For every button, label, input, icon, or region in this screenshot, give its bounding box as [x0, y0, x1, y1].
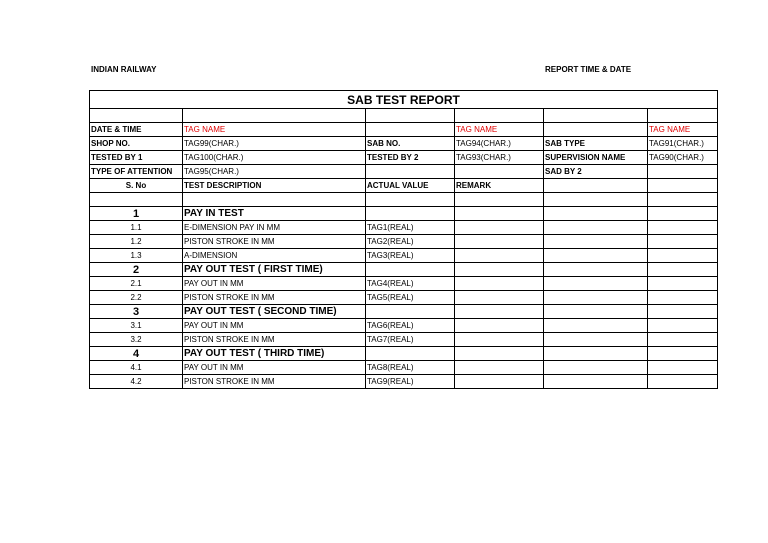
info-row [90, 165, 718, 179]
empty-cell [455, 263, 544, 277]
item-sno: 1.2 [90, 235, 183, 249]
empty-cell [544, 263, 648, 277]
empty-cell [544, 221, 648, 235]
empty-cell [648, 361, 718, 375]
empty-cell [648, 249, 718, 263]
empty-cell [648, 221, 718, 235]
table-row [90, 235, 718, 249]
info-label [366, 123, 455, 137]
item-sno: 3.2 [90, 333, 183, 347]
empty-cell [366, 263, 455, 277]
item-description: A-DIMENSION [183, 249, 366, 263]
info-value: TAG94(CHAR.) [455, 137, 544, 151]
info-value: TAG100(CHAR.) [183, 151, 366, 165]
report-time-date-label: REPORT TIME & DATE [545, 65, 632, 74]
empty-cell [544, 347, 648, 361]
item-sno: 2.2 [90, 291, 183, 305]
column-header-row [90, 179, 718, 193]
info-label: TYPE OF ATTENTION [90, 165, 183, 179]
empty-cell [544, 291, 648, 305]
info-label: TESTED BY 1 [90, 151, 183, 165]
item-description: PISTON STROKE IN MM [183, 333, 366, 347]
empty-cell [648, 193, 718, 207]
item-remark [455, 277, 544, 291]
empty-cell [648, 263, 718, 277]
section-name: PAY IN TEST [183, 207, 366, 221]
item-actual-value: TAG3(REAL) [366, 249, 455, 263]
item-description: E-DIMENSION PAY IN MM [183, 221, 366, 235]
empty-cell [90, 193, 183, 207]
info-value: TAG NAME [183, 123, 366, 137]
info-label: SAB NO. [366, 137, 455, 151]
empty-cell [544, 319, 648, 333]
item-description: PAY OUT IN MM [183, 277, 366, 291]
empty-cell [366, 193, 455, 207]
info-label [366, 165, 455, 179]
table-row [90, 375, 718, 389]
empty-cell [648, 291, 718, 305]
item-sno: 3.1 [90, 319, 183, 333]
item-description: PISTON STROKE IN MM [183, 291, 366, 305]
empty-cell [544, 305, 648, 319]
empty-cell [544, 179, 648, 193]
info-label: SUPERVISION NAME [544, 151, 648, 165]
info-value [648, 165, 718, 179]
info-row [90, 137, 718, 151]
table-row [90, 361, 718, 375]
section-header-row [90, 347, 718, 361]
item-remark [455, 319, 544, 333]
item-remark [455, 221, 544, 235]
empty-cell [648, 375, 718, 389]
item-sno: 1.3 [90, 249, 183, 263]
empty-cell [648, 333, 718, 347]
info-value: TAG NAME [455, 123, 544, 137]
empty-cell [366, 305, 455, 319]
item-actual-value: TAG8(REAL) [366, 361, 455, 375]
info-label: SAB TYPE [544, 137, 648, 151]
info-value: TAG99(CHAR.) [183, 137, 366, 151]
info-label: SHOP NO. [90, 137, 183, 151]
empty-cell [544, 235, 648, 249]
item-actual-value: TAG5(REAL) [366, 291, 455, 305]
section-name: PAY OUT TEST ( THIRD TIME) [183, 347, 366, 361]
info-row [90, 151, 718, 165]
empty-cell [455, 347, 544, 361]
empty-cell [648, 305, 718, 319]
table-row [90, 249, 718, 263]
empty-cell [648, 179, 718, 193]
item-description: PISTON STROKE IN MM [183, 375, 366, 389]
item-remark [455, 375, 544, 389]
info-value: TAG95(CHAR.) [183, 165, 366, 179]
empty-cell [544, 333, 648, 347]
spacer-row [90, 109, 718, 123]
info-label: DATE & TIME [90, 123, 183, 137]
empty-cell [544, 193, 648, 207]
info-value: TAG90(CHAR.) [648, 151, 718, 165]
info-label: TESTED BY 2 [366, 151, 455, 165]
empty-cell [544, 361, 648, 375]
section-number: 4 [90, 347, 183, 361]
empty-cell [455, 207, 544, 221]
section-number: 2 [90, 263, 183, 277]
empty-cell [366, 207, 455, 221]
col-header-description: TEST DESCRIPTION [183, 179, 366, 193]
empty-cell [544, 277, 648, 291]
empty-cell [455, 193, 544, 207]
org-name: INDIAN RAILWAY [91, 65, 157, 74]
section-name: PAY OUT TEST ( FIRST TIME) [183, 263, 366, 277]
empty-cell [544, 207, 648, 221]
info-value: TAG NAME [648, 123, 718, 137]
table-row [90, 291, 718, 305]
empty-cell [544, 375, 648, 389]
table-row [90, 319, 718, 333]
item-remark [455, 249, 544, 263]
table-row [90, 333, 718, 347]
item-sno: 1.1 [90, 221, 183, 235]
empty-cell [544, 249, 648, 263]
sab-test-report-table [89, 90, 718, 389]
item-description: PAY OUT IN MM [183, 319, 366, 333]
section-number: 3 [90, 305, 183, 319]
info-label [544, 123, 648, 137]
info-value: TAG91(CHAR.) [648, 137, 718, 151]
item-description: PAY OUT IN MM [183, 361, 366, 375]
empty-cell [648, 235, 718, 249]
section-header-row [90, 305, 718, 319]
col-header-sno: S. No [90, 179, 183, 193]
info-label: SAD BY 2 [544, 165, 648, 179]
empty-cell [648, 347, 718, 361]
info-value: TAG93(CHAR.) [455, 151, 544, 165]
section-header-row [90, 207, 718, 221]
col-header-remark: REMARK [455, 179, 544, 193]
item-actual-value: TAG1(REAL) [366, 221, 455, 235]
item-sno: 4.2 [90, 375, 183, 389]
item-actual-value: TAG4(REAL) [366, 277, 455, 291]
item-actual-value: TAG7(REAL) [366, 333, 455, 347]
item-actual-value: TAG9(REAL) [366, 375, 455, 389]
item-sno: 2.1 [90, 277, 183, 291]
item-remark [455, 333, 544, 347]
table-row [90, 277, 718, 291]
empty-cell [648, 277, 718, 291]
empty-cell [455, 305, 544, 319]
item-remark [455, 235, 544, 249]
item-actual-value: TAG6(REAL) [366, 319, 455, 333]
info-row [90, 123, 718, 137]
section-header-row [90, 263, 718, 277]
empty-cell [648, 207, 718, 221]
spacer-row [90, 193, 718, 207]
empty-cell [183, 193, 366, 207]
item-description: PISTON STROKE IN MM [183, 235, 366, 249]
item-remark [455, 291, 544, 305]
item-sno: 4.1 [90, 361, 183, 375]
info-value [455, 165, 544, 179]
item-actual-value: TAG2(REAL) [366, 235, 455, 249]
table-row [90, 221, 718, 235]
empty-cell [366, 347, 455, 361]
empty-cell [648, 319, 718, 333]
item-remark [455, 361, 544, 375]
report-title: SAB TEST REPORT [90, 91, 718, 109]
section-number: 1 [90, 207, 183, 221]
section-name: PAY OUT TEST ( SECOND TIME) [183, 305, 366, 319]
col-header-actual-value: ACTUAL VALUE [366, 179, 455, 193]
